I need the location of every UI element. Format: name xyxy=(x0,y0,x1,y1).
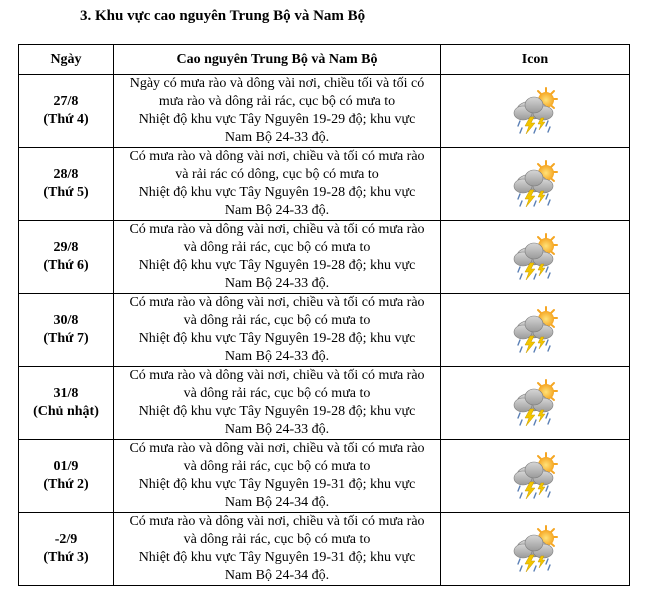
forecast-line: và dông rải rác, cục bộ có mưa to xyxy=(183,240,371,255)
day-weekday: (Thứ 7) xyxy=(43,331,89,346)
header-region: Cao nguyên Trung Bộ và Nam Bộ xyxy=(114,45,441,75)
sun-cloud-thunder-rain-icon xyxy=(510,86,560,136)
forecast-line: Có mưa rào và dông vài nơi, chiều và tối có mưa rào xyxy=(129,222,425,237)
section-heading: 3. Khu vực cao nguyên Trung Bộ và Nam Bộ xyxy=(80,8,366,24)
day-cell xyxy=(19,513,114,586)
table-row xyxy=(19,440,630,513)
day-date: 28/8 xyxy=(53,167,79,182)
icon-cell xyxy=(441,440,630,513)
forecast-line: Nhiệt độ khu vực Tây Nguyên 19-29 độ; khu vực xyxy=(138,112,416,127)
table-row xyxy=(19,294,630,367)
forecast-description-cell xyxy=(114,367,441,440)
forecast-description-cell xyxy=(114,148,441,221)
forecast-line: Nam Bộ 24-34 độ. xyxy=(224,495,330,510)
forecast-line: Ngày có mưa rào và dông vài nơi, chiều tối và tối có xyxy=(129,76,425,91)
forecast-description-cell xyxy=(114,221,441,294)
forecast-line: Nhiệt độ khu vực Tây Nguyên 19-28 độ; khu vực xyxy=(138,331,416,346)
forecast-description-cell xyxy=(114,513,441,586)
forecast-line: mưa rào và dông rải rác, cục bộ có mưa to xyxy=(158,94,396,109)
day-weekday: (Thứ 5) xyxy=(43,185,89,200)
forecast-line: Nam Bộ 24-33 độ. xyxy=(224,276,330,291)
day-date: 01/9 xyxy=(53,459,79,474)
forecast-line: Nam Bộ 24-33 độ. xyxy=(224,349,330,364)
forecast-line: Có mưa rào và dông vài nơi, chiều và tối có mưa rào xyxy=(129,295,425,310)
sun-cloud-thunder-rain-icon xyxy=(510,524,560,574)
forecast-description-cell xyxy=(114,440,441,513)
forecast-line: Nhiệt độ khu vực Tây Nguyên 19-31 độ; khu vực xyxy=(138,550,416,565)
day-date: 27/8 xyxy=(53,94,79,109)
day-cell xyxy=(19,221,114,294)
table-header-row xyxy=(19,45,630,75)
day-cell xyxy=(19,367,114,440)
table-row xyxy=(19,75,630,148)
day-weekday: (Thứ 2) xyxy=(43,477,89,492)
day-weekday: (Thứ 4) xyxy=(43,112,89,127)
forecast-line: Có mưa rào và dông vài nơi, chiều và tối có mưa rào xyxy=(129,149,425,164)
day-date: 30/8 xyxy=(53,313,79,328)
sun-cloud-thunder-rain-icon xyxy=(510,159,560,209)
forecast-line: Có mưa rào và dông vài nơi, chiều và tối có mưa rào xyxy=(129,441,425,456)
forecast-table xyxy=(18,44,630,586)
sun-cloud-thunder-rain-icon xyxy=(510,232,560,282)
icon-cell xyxy=(441,367,630,440)
forecast-line: và dông rải rác, cục bộ có mưa to xyxy=(183,532,371,547)
forecast-line: Nhiệt độ khu vực Tây Nguyên 19-31 độ; khu vực xyxy=(138,477,416,492)
forecast-line: Nhiệt độ khu vực Tây Nguyên 19-28 độ; khu vực xyxy=(138,404,416,419)
table-row xyxy=(19,148,630,221)
table-row xyxy=(19,221,630,294)
forecast-line: Có mưa rào và dông vài nơi, chiều và tối có mưa rào xyxy=(129,368,425,383)
sun-cloud-thunder-rain-icon xyxy=(510,378,560,428)
day-date: -2/9 xyxy=(54,532,78,547)
forecast-line: và dông rải rác, cục bộ có mưa to xyxy=(183,386,371,401)
forecast-line: Nam Bộ 24-33 độ. xyxy=(224,422,330,437)
day-cell xyxy=(19,75,114,148)
day-cell xyxy=(19,148,114,221)
icon-cell xyxy=(441,513,630,586)
day-date: 31/8 xyxy=(53,386,79,401)
sun-cloud-thunder-rain-icon xyxy=(510,451,560,501)
icon-cell xyxy=(441,75,630,148)
icon-cell xyxy=(441,294,630,367)
forecast-line: và dông rải rác, cục bộ có mưa to xyxy=(183,313,371,328)
table-row xyxy=(19,513,630,586)
forecast-line: và dông rải rác, cục bộ có mưa to xyxy=(183,459,371,474)
table-row xyxy=(19,367,630,440)
day-date: 29/8 xyxy=(53,240,79,255)
day-cell xyxy=(19,440,114,513)
sun-cloud-thunder-rain-icon xyxy=(510,305,560,355)
icon-cell xyxy=(441,221,630,294)
forecast-line: Nam Bộ 24-33 độ. xyxy=(224,130,330,145)
forecast-description-cell xyxy=(114,294,441,367)
header-day: Ngày xyxy=(19,45,114,75)
day-weekday: (Thứ 3) xyxy=(43,550,89,565)
header-icon: Icon xyxy=(441,45,630,75)
forecast-line: Nam Bộ 24-33 độ. xyxy=(224,203,330,218)
forecast-description-cell xyxy=(114,75,441,148)
forecast-line: và rải rác có dông, cục bộ có mưa to xyxy=(175,167,379,182)
day-weekday: (Thứ 6) xyxy=(43,258,89,273)
forecast-line: Nhiệt độ khu vực Tây Nguyên 19-28 độ; khu vực xyxy=(138,185,416,200)
forecast-line: Nam Bộ 24-34 độ. xyxy=(224,568,330,583)
forecast-line: Nhiệt độ khu vực Tây Nguyên 19-28 độ; khu vực xyxy=(138,258,416,273)
day-weekday: (Chủ nhật) xyxy=(33,404,99,419)
icon-cell xyxy=(441,148,630,221)
day-cell xyxy=(19,294,114,367)
forecast-line: Có mưa rào và dông vài nơi, chiều và tối có mưa rào xyxy=(129,514,425,529)
